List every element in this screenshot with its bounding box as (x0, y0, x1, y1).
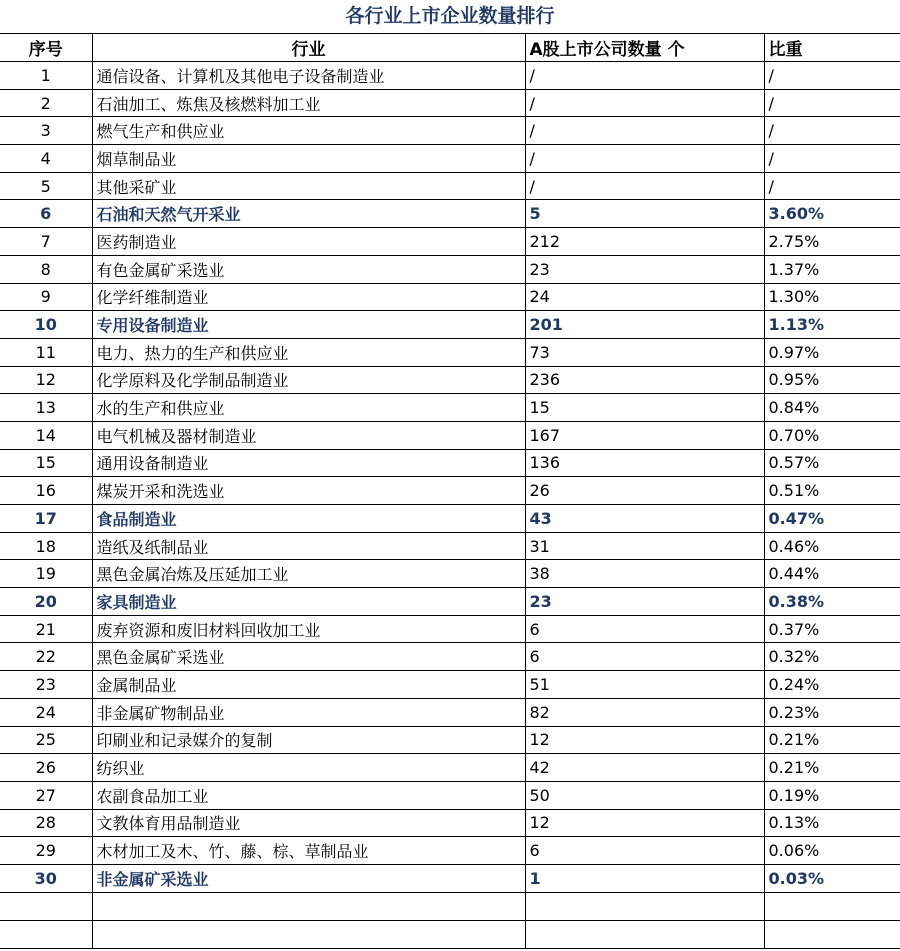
table-row (0, 62, 900, 90)
table-row (0, 643, 900, 671)
cell-index[interactable]: 25 (0, 726, 92, 754)
cell-industry[interactable]: 燃气生产和供应业 (92, 117, 525, 145)
empty-cell[interactable] (764, 892, 900, 920)
cell-ratio[interactable]: 0.37% (764, 615, 900, 643)
table-row (0, 754, 900, 782)
cell-ratio[interactable]: / (764, 145, 900, 173)
table-row (0, 145, 900, 173)
cell-ratio[interactable]: 0.95% (764, 366, 900, 394)
cell-count[interactable]: 1 (525, 864, 764, 892)
cell-ratio[interactable]: 0.19% (764, 781, 900, 809)
cell-count[interactable]: / (525, 89, 764, 117)
cell-ratio[interactable]: 0.47% (764, 505, 900, 533)
table-row (0, 449, 900, 477)
cell-ratio[interactable]: 0.84% (764, 394, 900, 422)
table-row (0, 477, 900, 505)
cell-ratio[interactable]: 0.06% (764, 837, 900, 865)
table-row (0, 837, 900, 865)
cell-index[interactable]: 1 (0, 62, 92, 90)
cell-industry[interactable]: 非金属矿物制品业 (92, 698, 525, 726)
cell-count[interactable]: 201 (525, 311, 764, 339)
table-row (0, 255, 900, 283)
empty-cell[interactable] (525, 920, 764, 948)
empty-cell[interactable] (0, 892, 92, 920)
cell-index[interactable]: 4 (0, 145, 92, 173)
empty-row (0, 892, 900, 920)
cell-index[interactable]: 18 (0, 532, 92, 560)
cell-index[interactable]: 12 (0, 366, 92, 394)
cell-count[interactable]: 167 (525, 421, 764, 449)
table-row (0, 726, 900, 754)
cell-ratio[interactable]: 0.32% (764, 643, 900, 671)
cell-ratio[interactable]: 0.13% (764, 809, 900, 837)
table-row (0, 671, 900, 699)
cell-industry[interactable]: 医药制造业 (92, 228, 525, 256)
cell-index[interactable]: 8 (0, 255, 92, 283)
cell-count[interactable]: 51 (525, 671, 764, 699)
table-row (0, 698, 900, 726)
cell-count[interactable]: 50 (525, 781, 764, 809)
cell-count[interactable]: 43 (525, 505, 764, 533)
cell-index[interactable]: 15 (0, 449, 92, 477)
cell-index[interactable]: 11 (0, 338, 92, 366)
cell-industry[interactable]: 其他采矿业 (92, 172, 525, 200)
table-row (0, 864, 900, 892)
cell-index[interactable]: 20 (0, 588, 92, 616)
cell-industry[interactable]: 农副食品加工业 (92, 781, 525, 809)
cell-index[interactable]: 13 (0, 394, 92, 422)
cell-index[interactable]: 29 (0, 837, 92, 865)
cell-count[interactable]: 82 (525, 698, 764, 726)
cell-count[interactable]: 23 (525, 255, 764, 283)
empty-cell[interactable] (0, 920, 92, 948)
table-row (0, 172, 900, 200)
cell-index[interactable]: 27 (0, 781, 92, 809)
table-row (0, 394, 900, 422)
cell-ratio[interactable]: 0.03% (764, 864, 900, 892)
cell-ratio[interactable]: / (764, 117, 900, 145)
cell-industry[interactable]: 电力、热力的生产和供应业 (92, 338, 525, 366)
cell-industry[interactable]: 石油和天然气开采业 (92, 200, 525, 228)
cell-industry[interactable]: 化学原料及化学制品制造业 (92, 366, 525, 394)
cell-count[interactable]: 31 (525, 532, 764, 560)
table-row (0, 311, 900, 339)
empty-cell[interactable] (764, 920, 900, 948)
table-row (0, 366, 900, 394)
empty-cell[interactable] (525, 892, 764, 920)
cell-index[interactable]: 24 (0, 698, 92, 726)
cell-ratio[interactable]: 3.60% (764, 200, 900, 228)
table-row (0, 283, 900, 311)
table-row (0, 421, 900, 449)
cell-industry[interactable]: 废弃资源和废旧材料回收加工业 (92, 615, 525, 643)
cell-industry[interactable]: 金属制品业 (92, 671, 525, 699)
cell-count[interactable]: 23 (525, 588, 764, 616)
cell-index[interactable]: 7 (0, 228, 92, 256)
cell-industry[interactable]: 通信设备、计算机及其他电子设备制造业 (92, 62, 525, 90)
cell-ratio[interactable]: 0.21% (764, 754, 900, 782)
cell-ratio[interactable]: / (764, 89, 900, 117)
cell-ratio[interactable]: 0.24% (764, 671, 900, 699)
cell-ratio[interactable]: 0.70% (764, 421, 900, 449)
cell-industry[interactable]: 黑色金属矿采选业 (92, 643, 525, 671)
header-index[interactable]: 序号 (0, 34, 92, 62)
header-row (0, 34, 900, 62)
cell-index[interactable]: 22 (0, 643, 92, 671)
table-row (0, 89, 900, 117)
cell-industry[interactable]: 文教体育用品制造业 (92, 809, 525, 837)
cell-industry[interactable]: 纺织业 (92, 754, 525, 782)
header-industry[interactable]: 行业 (92, 34, 525, 62)
cell-industry[interactable]: 煤炭开采和洗选业 (92, 477, 525, 505)
cell-ratio[interactable]: 0.44% (764, 560, 900, 588)
cell-ratio[interactable]: 1.30% (764, 283, 900, 311)
cell-ratio[interactable]: 0.97% (764, 338, 900, 366)
cell-index[interactable]: 16 (0, 477, 92, 505)
cell-industry[interactable]: 水的生产和供应业 (92, 394, 525, 422)
cell-industry[interactable]: 化学纤维制造业 (92, 283, 525, 311)
table-row (0, 781, 900, 809)
cell-index[interactable]: 9 (0, 283, 92, 311)
empty-cell[interactable] (92, 892, 525, 920)
table-row (0, 588, 900, 616)
cell-industry[interactable]: 通用设备制造业 (92, 449, 525, 477)
cell-count[interactable]: 136 (525, 449, 764, 477)
cell-ratio[interactable]: / (764, 62, 900, 90)
cell-count[interactable]: 26 (525, 477, 764, 505)
table-title: 各行业上市企业数量排行 (0, 0, 900, 34)
header-ratio[interactable]: 比重 (764, 34, 900, 62)
cell-industry[interactable]: 非金属矿采选业 (92, 864, 525, 892)
cell-industry[interactable]: 木材加工及木、竹、藤、棕、草制品业 (92, 837, 525, 865)
cell-count[interactable]: 42 (525, 754, 764, 782)
cell-count[interactable]: 6 (525, 615, 764, 643)
cell-industry[interactable]: 黑色金属冶炼及压延加工业 (92, 560, 525, 588)
empty-cell[interactable] (92, 920, 525, 948)
cell-count[interactable]: 15 (525, 394, 764, 422)
cell-count[interactable]: 236 (525, 366, 764, 394)
cell-index[interactable]: 26 (0, 754, 92, 782)
cell-count[interactable]: 6 (525, 643, 764, 671)
cell-count[interactable]: 212 (525, 228, 764, 256)
cell-industry[interactable]: 印刷业和记录媒介的复制 (92, 726, 525, 754)
cell-count[interactable]: 5 (525, 200, 764, 228)
empty-row (0, 920, 900, 948)
cell-index[interactable]: 14 (0, 421, 92, 449)
table-row (0, 532, 900, 560)
cell-index[interactable]: 3 (0, 117, 92, 145)
industry-table (0, 34, 900, 949)
cell-count[interactable]: / (525, 117, 764, 145)
cell-ratio[interactable]: 2.75% (764, 228, 900, 256)
cell-industry[interactable]: 电气机械及器材制造业 (92, 421, 525, 449)
cell-index[interactable]: 10 (0, 311, 92, 339)
table-row (0, 200, 900, 228)
cell-ratio[interactable]: 1.37% (764, 255, 900, 283)
cell-index[interactable]: 21 (0, 615, 92, 643)
cell-count[interactable]: / (525, 172, 764, 200)
cell-index[interactable]: 30 (0, 864, 92, 892)
cell-industry[interactable]: 有色金属矿采选业 (92, 255, 525, 283)
table-row (0, 117, 900, 145)
cell-ratio[interactable]: / (764, 172, 900, 200)
table-row (0, 228, 900, 256)
cell-ratio[interactable]: 0.38% (764, 588, 900, 616)
cell-ratio[interactable]: 0.57% (764, 449, 900, 477)
cell-ratio[interactable]: 0.23% (764, 698, 900, 726)
cell-industry[interactable]: 石油加工、炼焦及核燃料加工业 (92, 89, 525, 117)
cell-index[interactable]: 23 (0, 671, 92, 699)
cell-ratio[interactable]: 1.13% (764, 311, 900, 339)
cell-index[interactable]: 6 (0, 200, 92, 228)
cell-ratio[interactable]: 0.51% (764, 477, 900, 505)
cell-ratio[interactable]: 0.46% (764, 532, 900, 560)
table-row (0, 615, 900, 643)
table-row (0, 338, 900, 366)
cell-industry[interactable]: 家具制造业 (92, 588, 525, 616)
table-row (0, 809, 900, 837)
cell-industry[interactable]: 烟草制品业 (92, 145, 525, 173)
table-row (0, 505, 900, 533)
cell-ratio[interactable]: 0.21% (764, 726, 900, 754)
cell-count[interactable]: 6 (525, 837, 764, 865)
table-row (0, 560, 900, 588)
cell-count[interactable]: 73 (525, 338, 764, 366)
cell-count[interactable]: 12 (525, 726, 764, 754)
cell-index[interactable]: 2 (0, 89, 92, 117)
header-count[interactable]: A股上市公司数量 个 (525, 34, 764, 62)
cell-index[interactable]: 28 (0, 809, 92, 837)
cell-industry[interactable]: 专用设备制造业 (92, 311, 525, 339)
cell-index[interactable]: 17 (0, 505, 92, 533)
cell-count[interactable]: 24 (525, 283, 764, 311)
cell-count[interactable]: 12 (525, 809, 764, 837)
cell-count[interactable]: 38 (525, 560, 764, 588)
cell-count[interactable]: / (525, 62, 764, 90)
cell-industry[interactable]: 食品制造业 (92, 505, 525, 533)
cell-index[interactable]: 19 (0, 560, 92, 588)
cell-industry[interactable]: 造纸及纸制品业 (92, 532, 525, 560)
cell-count[interactable]: / (525, 145, 764, 173)
cell-index[interactable]: 5 (0, 172, 92, 200)
